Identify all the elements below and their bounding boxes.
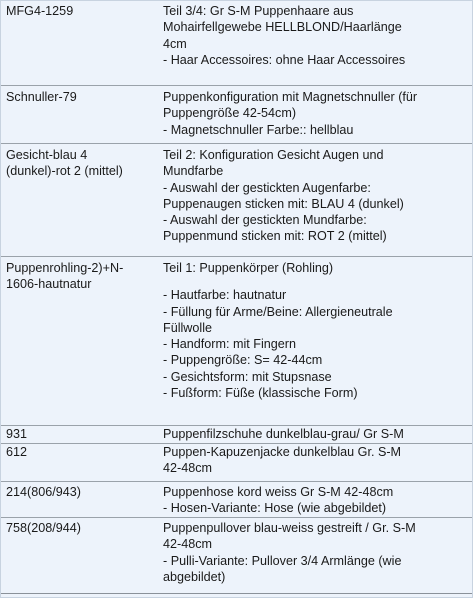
desc-line: Puppenaugen sticken mit: BLAU 4 (dunkel) bbox=[163, 196, 404, 211]
sku-line: 931 bbox=[6, 427, 28, 441]
desc-line: - Füllung für Arme/Beine: Allergieneutrale bbox=[163, 304, 393, 319]
desc-line: Puppenfilzschuhe dunkelblau-grau/ Gr S-M bbox=[163, 427, 404, 441]
sku-line: Schnuller-79 bbox=[6, 90, 77, 104]
desc-line: - Hosen-Variante: Hose (wie abgebildet) bbox=[163, 501, 387, 516]
desc-line: - Fußform: Füße (klassische Form) bbox=[163, 386, 358, 401]
item-sku bbox=[6, 426, 156, 442]
desc-line: Puppengröße 42-54cm) bbox=[163, 106, 297, 121]
desc-line: - Haar Accessoires: ohne Haar Accessoires bbox=[163, 52, 406, 67]
desc-line: Puppenpullover blau-weiss gestreift / Gr. S-M bbox=[163, 521, 416, 535]
desc-line: - Handform: mit Fingern bbox=[163, 337, 296, 352]
desc-line: - Puppengröße: S= 42-44cm bbox=[163, 353, 323, 368]
table-row bbox=[1, 257, 472, 426]
desc-line: - Gesichtsform: mit Stupsnase bbox=[163, 369, 332, 384]
item-description bbox=[163, 147, 469, 245]
table-row bbox=[1, 444, 472, 482]
sku-line: 612 bbox=[6, 445, 28, 459]
table-row bbox=[1, 518, 472, 594]
item-sku bbox=[6, 484, 156, 500]
item-sku bbox=[6, 444, 156, 460]
sku-line: Puppenrohling-2)+N- bbox=[6, 261, 124, 275]
item-description bbox=[163, 426, 469, 442]
item-description bbox=[163, 89, 469, 138]
desc-line: Puppenmund sticken mit: ROT 2 (mittel) bbox=[163, 229, 387, 244]
desc-line: 42-48cm bbox=[163, 537, 212, 552]
desc-line: Teil 3/4: Gr S-M Puppenhaare aus bbox=[163, 4, 354, 18]
desc-line: 4cm bbox=[163, 36, 187, 51]
item-description bbox=[163, 444, 469, 477]
sku-line: MFG4-1259 bbox=[6, 4, 74, 18]
desc-line: Mundfarbe bbox=[163, 164, 224, 179]
desc-line: - Pulli-Variante: Pullover 3/4 Armlänge (wie bbox=[163, 553, 402, 568]
item-description bbox=[163, 3, 469, 68]
sku-line: 1606-hautnatur bbox=[6, 277, 92, 292]
item-sku bbox=[6, 260, 156, 293]
table-row bbox=[1, 144, 472, 257]
table-row bbox=[1, 426, 472, 444]
item-sku bbox=[6, 147, 156, 180]
sku-line: (dunkel)-rot 2 (mittel) bbox=[6, 164, 123, 179]
desc-line: - Auswahl der gestickten Augenfarbe: bbox=[163, 180, 371, 195]
desc-line: Puppen-Kapuzenjacke dunkelblau Gr. S-M bbox=[163, 445, 402, 459]
sku-line: 214(806/943) bbox=[6, 485, 81, 499]
desc-line: Puppenkonfiguration mit Magnetschnuller (für bbox=[163, 90, 418, 104]
item-description bbox=[163, 260, 469, 401]
table-row bbox=[1, 482, 472, 518]
item-description bbox=[163, 520, 469, 585]
item-sku bbox=[6, 3, 156, 19]
item-sku bbox=[6, 520, 156, 536]
desc-line: - Auswahl der gestickten Mundfarbe: bbox=[163, 213, 367, 228]
desc-line: Teil 1: Puppenkörper (Rohling) bbox=[163, 261, 334, 275]
desc-line: - Hautfarbe: hautnatur bbox=[163, 288, 287, 303]
desc-line: Teil 2: Konfiguration Gesicht Augen und bbox=[163, 148, 384, 162]
table-row bbox=[1, 1, 472, 86]
sku-line: Gesicht-blau 4 bbox=[6, 148, 88, 162]
desc-line: 42-48cm bbox=[163, 461, 212, 476]
sku-line: 758(208/944) bbox=[6, 521, 81, 535]
desc-line: Puppenhose kord weiss Gr S-M 42-48cm bbox=[163, 485, 394, 499]
item-sku bbox=[6, 89, 156, 105]
desc-line: abgebildet) bbox=[163, 569, 226, 584]
desc-line: Füllwolle bbox=[163, 320, 212, 335]
desc-line: - Magnetschnuller Farbe:: hellblau bbox=[163, 122, 354, 137]
table-row bbox=[1, 86, 472, 144]
item-description bbox=[163, 484, 469, 517]
desc-line: Mohairfellgewebe HELLBLOND/Haarlänge bbox=[163, 20, 402, 35]
